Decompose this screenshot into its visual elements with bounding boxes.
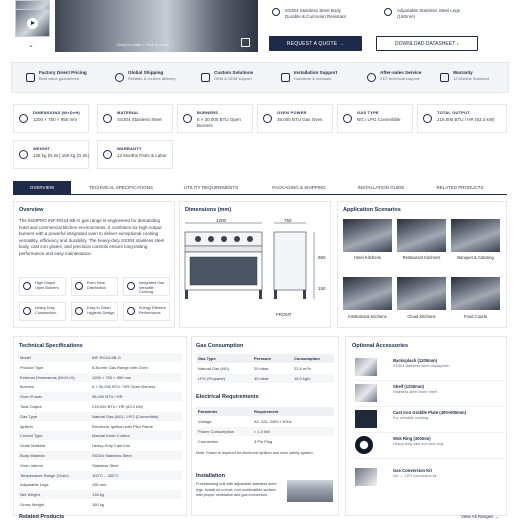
overview-title: Overview xyxy=(19,207,44,213)
benefit-item: Global Shipping Reliable & on-time delivery xyxy=(128,70,176,81)
front-label: FRONT xyxy=(276,312,292,317)
spec-label: External Dimensions (W×D×H) xyxy=(20,374,75,380)
accessory-image xyxy=(355,436,373,454)
spec-label: Total Output xyxy=(20,404,42,409)
feature-body: SS304 Stainless Steel Body Durable & Corrosion Resistant xyxy=(285,8,346,19)
spec-value: 1200 × 750 × 950 mm xyxy=(92,374,132,380)
table-row xyxy=(18,412,182,421)
table-row xyxy=(18,431,182,440)
electrical-title: Electrical Requirements xyxy=(196,394,259,400)
table-row: Connection 3 Pin Plug xyxy=(198,439,273,444)
spec-value: INF-RG24-6B-G xyxy=(92,355,121,360)
gallery-down-chevron-icon[interactable]: ⌄ xyxy=(28,42,34,49)
accessory-item[interactable]: Shelf (1200mm) Stainless steel lower shelf. xyxy=(355,382,505,407)
spec-label: Model xyxy=(20,355,31,360)
dim-width-label: 1200 xyxy=(216,218,227,223)
accessory-image xyxy=(355,358,377,376)
accessory-item[interactable]: Cast Iron Griddle Plate (400×600mm) For versatile cooking. xyxy=(355,408,505,433)
table-row xyxy=(18,471,182,480)
feature-legs: Adjustable Stainless Steel Legs (150mm) xyxy=(397,8,461,19)
scenario-label: Food Courts xyxy=(463,314,488,319)
related-products-title: Related Products xyxy=(19,514,65,520)
installation-title: Installation xyxy=(196,473,226,479)
feature-energy-efficient: Energy Efficient Performance xyxy=(123,302,170,321)
gas-icon xyxy=(343,114,352,123)
scenario-label: Restaurant Kitchens xyxy=(402,255,441,260)
section-tabs xyxy=(13,181,507,195)
tech-specs-title: Technical Specifications xyxy=(19,343,83,349)
table-row xyxy=(18,353,182,362)
overview-text: The INDIPRO INF-RG24-6B-G gas range is engineered for demanding hotel and commercial kitchen environments. It combines six high-output burners with a powerful integrated oven to deliver exceptional cooking versatility, efficiency and durability. The heavy-duty SS304 stainless steel body, cast iron grates, and precision controls ensure long-lasting performance and easy maintenance. xyxy=(19,218,164,256)
spec-label: Gas Type xyxy=(20,413,38,419)
table-row: Power Consumption < 1.0 kW xyxy=(196,427,334,436)
dimensions-drawing xyxy=(180,214,332,326)
tab-utility-requirements[interactable]: UTILITY REQUIREMENTS xyxy=(183,185,239,190)
view-all-link[interactable]: View All Ranges → xyxy=(461,514,500,519)
accessory-image xyxy=(355,410,377,428)
sparkle-icon xyxy=(75,307,83,315)
image-caption: Drag to rotate • Click to zoom xyxy=(117,42,170,47)
spec-value: Stainless Steel xyxy=(92,462,119,468)
table-row xyxy=(18,500,182,509)
scenarios-title: Application Scenarios xyxy=(343,207,401,213)
spec-value: 160 kg xyxy=(92,502,105,507)
dimensions-panel xyxy=(179,201,331,328)
gauge-icon xyxy=(423,114,432,123)
spec-value: 36,000 BTU / HR xyxy=(92,394,123,400)
scenario-label: Cloud Kitchens xyxy=(407,314,436,319)
table-row xyxy=(18,490,182,499)
installation-image xyxy=(287,480,333,502)
oven-icon xyxy=(263,114,272,123)
spec-value: 136 kg xyxy=(92,492,105,498)
overview-panel xyxy=(13,201,175,328)
fullscreen-icon[interactable] xyxy=(241,38,250,47)
dimensions-title: Dimensions (mm) xyxy=(185,207,232,213)
tab-installation-guide[interactable]: INSTALLATION GUIDE xyxy=(357,185,405,190)
accessory-item[interactable]: Wok Ring (300mm) Heavy-duty cast iron wok ring. xyxy=(355,434,505,459)
spec-value: Manual Knob Control xyxy=(92,433,130,439)
spec-card-oven-power: OVEN POWER 36,000 BTU Gas Oven xyxy=(257,104,333,133)
spec-label: Ignition xyxy=(20,423,33,429)
installation-text: Freestanding unit with adjustable stainless steel legs. Install on a level, non-combustible surface with proper ventilation and gas connection. xyxy=(196,482,277,497)
product-main-image[interactable] xyxy=(55,0,258,52)
benefit-item: Warranty 12 Months Standard xyxy=(453,70,490,81)
spec-card-gas-type: GAS TYPE NG / LPG Convertible xyxy=(337,104,413,133)
scenario-label: Hotel Kitchens xyxy=(354,255,381,260)
check-icon xyxy=(384,8,392,16)
spec-card-weight: WEIGHT 136 kg (N.W.) 160 kg (G.W.) xyxy=(13,140,89,169)
dim-depth-label: 750 xyxy=(284,218,292,223)
tech-specs-panel xyxy=(13,336,187,516)
accessory-item[interactable]: Gas Conversion Kit NG ↔ LPG conversion kit. xyxy=(355,466,505,491)
feature-integrated-oven: Integrated Gas Versatile Cooking xyxy=(123,277,170,296)
electrical-table-header: Parameter Requirement xyxy=(196,407,334,416)
spec-card-total-output: TOTAL OUTPUT 216,000 BTU / HR (63.3 kW) xyxy=(417,104,507,133)
spec-card-dimensions: DIMENSIONS (W×D×H) 1200 × 750 × 950 mm xyxy=(13,104,89,133)
spec-value: Natural Gas (NG) / LPG (Convertible) xyxy=(92,413,159,419)
shield-icon xyxy=(23,307,31,315)
gallery-video-thumbnail[interactable] xyxy=(15,9,50,37)
table-row: Voltage AC 220–240V / 50Hz xyxy=(198,419,292,424)
accessory-item[interactable]: Backsplash (1200mm) SS304 stainless steel backsplash. xyxy=(355,356,505,381)
benefits-strip xyxy=(11,62,509,93)
table-row xyxy=(18,373,182,382)
scenarios-panel xyxy=(337,201,507,328)
spec-label: Control Type xyxy=(20,433,43,439)
gear-icon xyxy=(201,73,210,82)
scenario-image xyxy=(397,277,446,310)
spec-value: 216,000 BTU / HR (63.3 kW) xyxy=(92,404,144,409)
benefit-item: Installation Support Guidance & manuals xyxy=(294,70,338,81)
spec-value: Electronic Ignition with Pilot Flame xyxy=(92,423,153,429)
oven-icon xyxy=(127,282,135,290)
spec-card-warranty: WARRANTY 12 Months Parts & Labor xyxy=(97,140,173,169)
spec-label: Net Weight xyxy=(20,492,40,498)
spec-value: 100°C – 300°C xyxy=(92,472,119,478)
dim-leg-label: 150 xyxy=(318,286,326,291)
spec-value: 150 mm xyxy=(92,482,107,488)
table-row xyxy=(18,382,182,391)
accessory-image xyxy=(355,384,377,402)
spec-card-burners: BURNERS 6 × 30,000 BTU Open Burners xyxy=(177,104,253,133)
request-quote-button[interactable]: REQUEST A QUOTE → xyxy=(269,36,362,51)
accessory-image xyxy=(355,468,377,486)
spec-label: Temperature Range (Oven) xyxy=(20,472,69,478)
gas-title: Gas Consumption xyxy=(196,343,244,349)
wrench-icon xyxy=(281,73,290,82)
tab-technical-specifications[interactable]: TECHNICAL SPECIFICATIONS xyxy=(89,185,153,190)
table-row xyxy=(18,392,182,401)
ruler-icon xyxy=(19,114,28,123)
benefit-item: Factory Direct Pricing Best value guaranteed xyxy=(39,70,87,81)
table-row xyxy=(18,402,182,411)
feature-easy-clean: Easy to Clean Hygienic Design xyxy=(71,302,118,321)
tab-packaging-shipping[interactable]: PACKAGING & SHIPPING xyxy=(272,185,326,190)
table-row: Natural Gas (NG) 20 mbar 22.6 m³/h xyxy=(198,366,311,371)
benefit-item: After-sales Service 24/7 technical support xyxy=(380,70,422,81)
spec-value: SS304 Stainless Steel xyxy=(92,453,132,458)
check-icon xyxy=(272,8,280,16)
tab-related-products[interactable]: RELATED PRODUCTS xyxy=(436,185,484,190)
layers-icon xyxy=(103,114,112,123)
table-row: LPG (Propane) 30 mbar 16.0 kg/h xyxy=(196,374,334,383)
shield-icon xyxy=(440,73,449,82)
benefit-item: Custom Solutions OEM & ODM support xyxy=(214,70,254,81)
table-row xyxy=(18,441,182,450)
dim-height-label: 950 xyxy=(318,255,326,260)
table-row xyxy=(18,363,182,372)
heat-icon xyxy=(75,282,83,290)
table-row xyxy=(18,451,182,460)
weight-icon xyxy=(19,150,28,159)
scenario-label: Institutional Kitchens xyxy=(348,314,387,319)
accessories-title: Optional Accessories xyxy=(352,343,409,349)
spec-value: Heavy-Duty Cast Iron xyxy=(92,443,131,449)
spec-label: Oven Interior xyxy=(20,462,44,468)
shield-icon xyxy=(103,150,112,159)
headset-icon xyxy=(367,73,376,82)
play-icon xyxy=(27,18,38,29)
spec-label: Adjustable Legs xyxy=(20,482,49,488)
scenario-image xyxy=(397,219,446,252)
flame-icon xyxy=(23,282,31,290)
spec-value: 6-Burner Gas Range with Oven xyxy=(92,364,148,370)
globe-icon xyxy=(115,73,124,82)
spec-value: 6 × 30,000 BTU / HR Open Burners xyxy=(92,384,156,390)
scenario-image xyxy=(451,277,500,310)
feature-high-output: High Output Open Burners xyxy=(19,277,66,296)
spec-card-material: MATERIAL SS304 Stainless Steel xyxy=(97,104,173,133)
table-row xyxy=(18,422,182,431)
spec-label: Grate Material xyxy=(20,443,46,449)
table-row xyxy=(18,480,182,489)
tab-overview[interactable]: OVERVIEW xyxy=(13,181,71,194)
spec-label: Product Type xyxy=(20,364,44,370)
electrical-note: Note: Power is required for electronic ignition and oven safety system. xyxy=(196,451,314,455)
gas-table-header: Gas Type Pressure Consumption xyxy=(196,354,334,363)
feature-even-heat: Even Heat Distribution xyxy=(71,277,118,296)
utility-panel xyxy=(191,336,339,516)
scenario-image xyxy=(343,277,392,310)
download-datasheet-button[interactable]: DOWNLOAD DATASHEET ↓ xyxy=(376,36,478,51)
feature-heavy-duty: Heavy Duty Construction xyxy=(19,302,66,321)
table-row xyxy=(18,461,182,470)
scenario-image xyxy=(451,219,500,252)
tag-icon xyxy=(26,73,35,82)
scenario-image xyxy=(343,219,392,252)
spec-label: Body Material xyxy=(20,453,45,458)
flame-icon xyxy=(183,114,192,123)
spec-label: Gross Weight xyxy=(20,502,45,507)
spec-label: Burners xyxy=(20,384,35,390)
spec-label: Oven Power xyxy=(20,394,43,400)
scenario-label: Banquet & Catering xyxy=(457,255,494,260)
leaf-icon xyxy=(127,307,135,315)
